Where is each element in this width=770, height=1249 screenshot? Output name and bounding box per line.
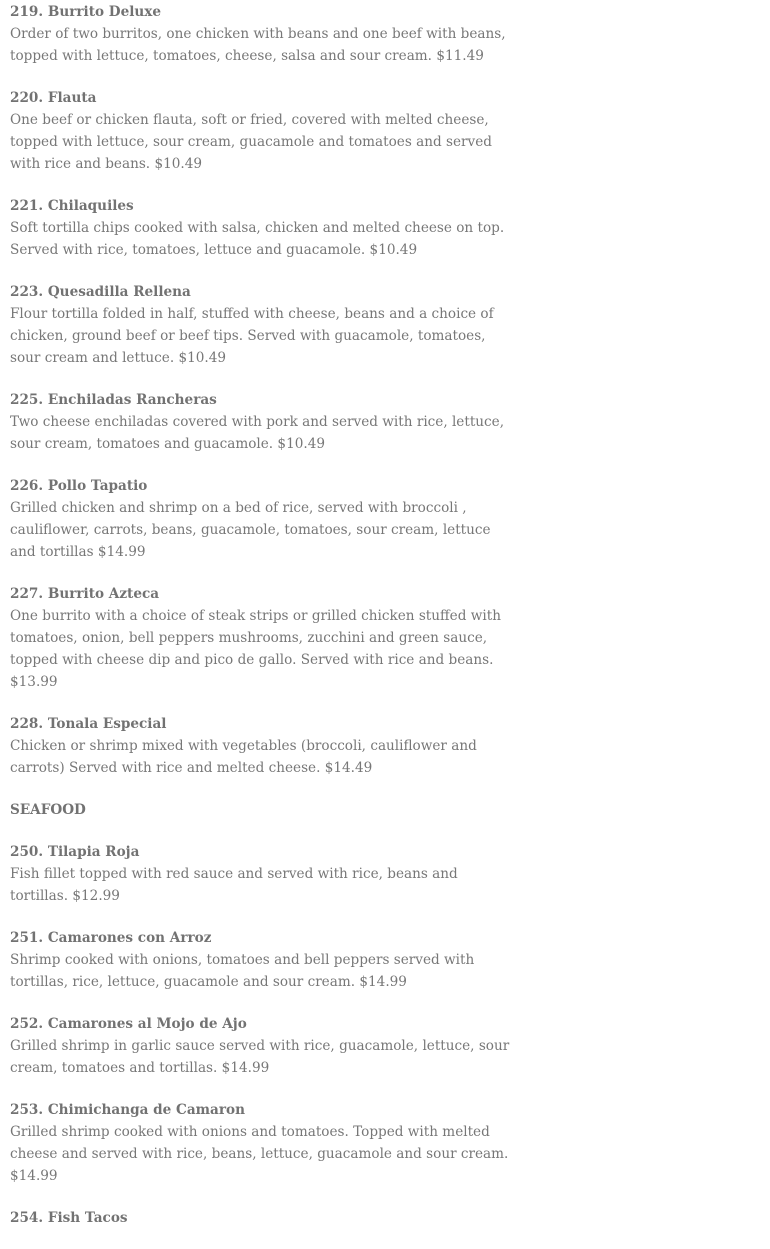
menu-item-pollo-tapatio: [10, 475, 510, 563]
menu-item-burrito-deluxe: [10, 1, 510, 67]
menu-item-description: Grilled chicken and shrimp on a bed of rice, served with broccoli , cauliflower, carrots, beans, guacamole, tomatoes, sour cream, lettuce and tortillas $14.99: [10, 500, 491, 560]
menu-item-title: 219. Burrito Deluxe: [10, 4, 162, 20]
menu-item-fish-tacos: [10, 1207, 510, 1229]
menu-item-tilapia-roja: [10, 841, 510, 907]
menu-item-title: 251. Camarones con Arroz: [10, 930, 212, 946]
menu-item-title: 254. Fish Tacos: [10, 1210, 128, 1226]
menu-item-description: Fish fillet topped with red sauce and served with rice, beans and tortillas. $12.99: [10, 866, 458, 904]
section-heading-seafood: SEAFOOD: [10, 802, 86, 818]
menu-page: [10, 1, 510, 1249]
menu-item-title: 227. Burrito Azteca: [10, 586, 160, 602]
menu-item-title: 226. Pollo Tapatio: [10, 478, 148, 494]
menu-item-title: 228. Tonala Especial: [10, 716, 167, 732]
menu-item-description: Soft tortilla chips cooked with salsa, chicken and melted cheese on top. Served with rice, tomatoes, lettuce and guacamole. $10.49: [10, 220, 505, 258]
menu-item-description: One burrito with a choice of steak strips or grilled chicken stuffed with tomatoes, onion, bell peppers mushrooms, zucchini and green sauce, topped with cheese dip and pico de gallo. Served with rice and beans. $13.99: [10, 608, 501, 690]
menu-item-burrito-azteca: [10, 583, 510, 693]
menu-item-flauta: [10, 87, 510, 175]
menu-item-enchiladas-rancheras: [10, 389, 510, 455]
menu-item-title: 253. Chimichanga de Camaron: [10, 1102, 245, 1118]
menu-item-description: Grilled shrimp in garlic sauce served with rice, guacamole, lettuce, sour cream, tomatoes and tortillas. $14.99: [10, 1038, 510, 1076]
menu-item-chilaquiles: [10, 195, 510, 261]
menu-item-chimichanga-de-camaron: [10, 1099, 510, 1187]
menu-item-camarones-al-mojo-de-ajo: [10, 1013, 510, 1079]
menu-item-description: Chicken or shrimp mixed with vegetables (broccoli, cauliflower and carrots) Served with rice and melted cheese. $14.49: [10, 738, 477, 776]
menu-item-camarones-con-arroz: [10, 927, 510, 993]
menu-item-description: Flour tortilla folded in half, stuffed with cheese, beans and a choice of chicken, ground beef or beef tips. Served with guacamole, tomatoes, sour cream and lettuce. $10.49: [10, 306, 494, 366]
menu-item-title: 225. Enchiladas Rancheras: [10, 392, 217, 408]
menu-item-description: Shrimp cooked with onions, tomatoes and bell peppers served with tortillas, rice, lettuce, guacamole and sour cream. $14.99: [10, 952, 475, 990]
menu-item-title: 220. Flauta: [10, 90, 97, 106]
menu-item-title: 221. Chilaquiles: [10, 198, 134, 214]
menu-item-description: One beef or chicken flauta, soft or fried, covered with melted cheese, topped with lettuce, sour cream, guacamole and tomatoes and served with rice and beans. $10.49: [10, 112, 492, 172]
menu-item-title: 223. Quesadilla Rellena: [10, 284, 191, 300]
menu-item-title: 250. Tilapia Roja: [10, 844, 140, 860]
menu-item-description: Order of two burritos, one chicken with beans and one beef with beans, topped with lettuce, tomatoes, cheese, salsa and sour cream. $11.49: [10, 26, 506, 64]
menu-item-quesadilla-rellena: [10, 281, 510, 369]
menu-item-tonala-especial: [10, 713, 510, 779]
menu-item-description: Two cheese enchiladas covered with pork and served with rice, lettuce, sour cream, tomatoes and guacamole. $10.49: [10, 414, 505, 452]
menu-item-title: 252. Camarones al Mojo de Ajo: [10, 1016, 247, 1032]
menu-item-description: Grilled shrimp cooked with onions and tomatoes. Topped with melted cheese and served with rice, beans, lettuce, guacamole and sour cream. $14.99: [10, 1124, 509, 1184]
